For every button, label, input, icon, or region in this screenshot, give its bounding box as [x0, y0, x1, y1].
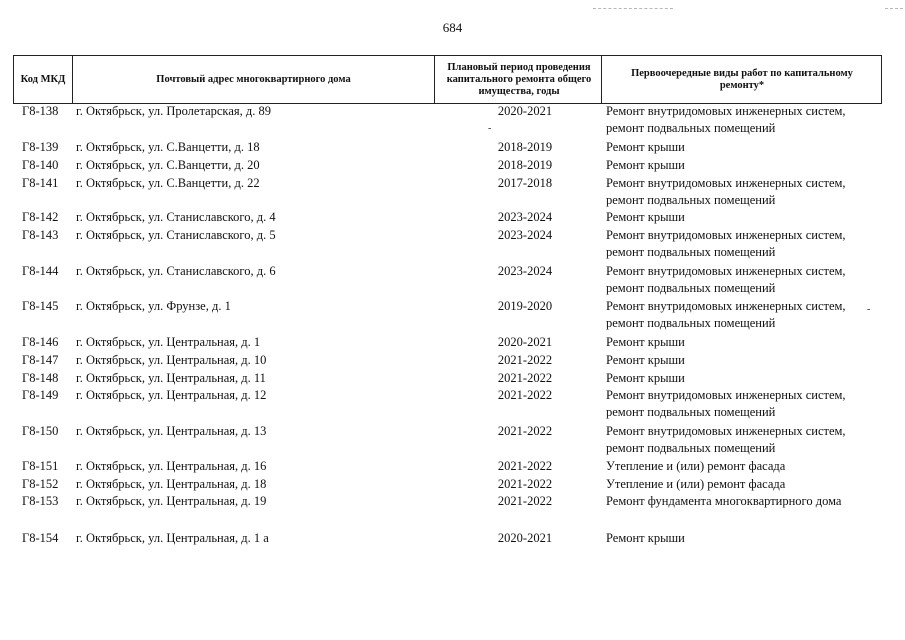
row-period: 2021-2022 [497, 388, 553, 402]
row-address: г. Октябрьск, ул. Центральная, д. 1 а [76, 531, 269, 545]
row-works: Ремонт крыши [606, 210, 685, 224]
header-code: Код МКД [20, 73, 66, 85]
row-address: г. Октябрьск, ул. Станиславского, д. 5 [76, 228, 276, 242]
row-period: 2019-2020 [497, 299, 553, 313]
row-code: Г8-152 [22, 477, 59, 491]
row-period: 2017-2018 [497, 176, 553, 190]
row-works: Ремонт крыши [606, 371, 685, 385]
row-works: Ремонт внутридомовых инженерных систем, ремонт подвальных помещений [606, 176, 846, 207]
row-works: Ремонт крыши [606, 158, 685, 172]
row-works: Ремонт внутридомовых инженерных систем, ремонт подвальных помещений [606, 264, 846, 295]
row-period: 2018-2019 [497, 140, 553, 154]
scan-mark: - [867, 304, 871, 315]
row-works: Ремонт внутридомовых инженерных систем, ремонт подвальных помещений [606, 424, 846, 455]
row-code: Г8-145 [22, 299, 59, 313]
header-period: Плановый период проведения капитального ремонта общего имущества, годы [446, 61, 592, 97]
row-code: Г8-139 [22, 140, 59, 154]
row-works: Ремонт внутридомовых инженерных систем, ремонт подвальных помещений [606, 228, 846, 259]
row-address: г. Октябрьск, ул. Центральная, д. 12 [76, 388, 267, 402]
header-works: Первоочередные виды работ по капитальному ремонту* [631, 67, 853, 91]
row-address: г. Октябрьск, ул. С.Ванцетти, д. 22 [76, 176, 260, 190]
scan-rule-right [885, 8, 903, 9]
page-number: 684 [442, 20, 463, 35]
header-divider [881, 56, 882, 103]
row-address: г. Октябрьск, ул. Центральная, д. 13 [76, 424, 267, 438]
row-works: Ремонт крыши [606, 531, 685, 545]
row-period: 2020-2021 [497, 104, 553, 118]
row-period: 2020-2021 [497, 531, 553, 545]
row-address: г. Октябрьск, ул. Станиславского, д. 4 [76, 210, 276, 224]
row-code: Г8-151 [22, 459, 59, 473]
row-period: 2020-2021 [497, 335, 553, 349]
row-works: Ремонт внутридомовых инженерных систем, ремонт подвальных помещений [606, 388, 846, 419]
row-period: 2018-2019 [497, 158, 553, 172]
scan-rule-left [593, 8, 673, 9]
row-address: г. Октябрьск, ул. Станиславского, д. 6 [76, 264, 276, 278]
row-period: 2021-2022 [497, 371, 553, 385]
row-code: Г8-150 [22, 424, 59, 438]
row-period: 2021-2022 [497, 459, 553, 473]
row-works: Ремонт крыши [606, 140, 685, 154]
row-code: Г8-142 [22, 210, 59, 224]
row-works: Ремонт фундамента многоквартирного дома [606, 494, 842, 508]
row-period: 2021-2022 [497, 494, 553, 508]
row-address: г. Октябрьск, ул. Фрунзе, д. 1 [76, 299, 231, 313]
row-code: Г8-138 [22, 104, 59, 118]
row-works: Ремонт внутридомовых инженерных систем, ремонт подвальных помещений [606, 299, 846, 330]
row-code: Г8-140 [22, 158, 59, 172]
row-code: Г8-154 [22, 531, 59, 545]
table-header [13, 55, 882, 104]
row-period: 2023-2024 [497, 228, 553, 242]
row-address: г. Октябрьск, ул. Центральная, д. 11 [76, 371, 266, 385]
row-period: 2021-2022 [497, 353, 553, 367]
row-address: г. Октябрьск, ул. Центральная, д. 16 [76, 459, 267, 473]
header-address: Почтовый адрес многоквартирного дома [156, 73, 351, 85]
row-address: г. Октябрьск, ул. С.Ванцетти, д. 20 [76, 158, 260, 172]
row-works: Утепление и (или) ремонт фасада [606, 459, 786, 473]
row-address: г. Октябрьск, ул. С.Ванцетти, д. 18 [76, 140, 260, 154]
row-code: Г8-141 [22, 176, 59, 190]
row-code: Г8-144 [22, 264, 59, 278]
scan-mark: - [488, 123, 492, 134]
row-code: Г8-153 [22, 494, 59, 508]
row-works: Ремонт крыши [606, 335, 685, 349]
row-code: Г8-143 [22, 228, 59, 242]
row-works: Утепление и (или) ремонт фасада [606, 477, 786, 491]
row-code: Г8-148 [22, 371, 59, 385]
row-period: 2023-2024 [497, 210, 553, 224]
row-address: г. Октябрьск, ул. Центральная, д. 1 [76, 335, 261, 349]
row-period: 2023-2024 [497, 264, 553, 278]
row-period: 2021-2022 [497, 477, 553, 491]
row-works: Ремонт крыши [606, 353, 685, 367]
row-code: Г8-146 [22, 335, 59, 349]
header-divider [434, 56, 435, 103]
row-address: г. Октябрьск, ул. Центральная, д. 19 [76, 494, 267, 508]
row-address: г. Октябрьск, ул. Центральная, д. 18 [76, 477, 267, 491]
row-period: 2021-2022 [497, 424, 553, 438]
row-code: Г8-149 [22, 388, 59, 402]
row-address: г. Октябрьск, ул. Центральная, д. 10 [76, 353, 267, 367]
row-address: г. Октябрьск, ул. Пролетарская, д. 89 [76, 104, 271, 118]
header-divider [601, 56, 602, 103]
row-code: Г8-147 [22, 353, 59, 367]
row-works: Ремонт внутридомовых инженерных систем, ремонт подвальных помещений [606, 104, 846, 135]
